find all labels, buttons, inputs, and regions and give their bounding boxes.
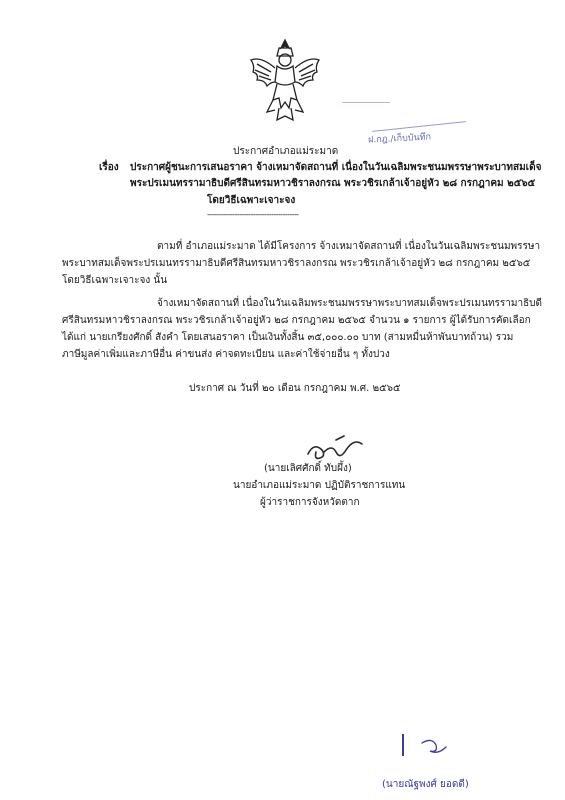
para1-line-2: พระบาทสมเด็จพระปรเมนทรรามาธิบดีศรีสินทรมหาวชิราลงกรณ พระวชิรเกล้าเจ้าอยู่หัว ๒๘ กรกฎาคม ๒๕๖๕ [62,258,531,269]
signatory-position-2: ผู้ว่าราชการจังหวัดตาก [260,497,360,508]
footer-signatory-name: (นายณัฐพงศ์ ยอดดี) [382,779,469,790]
subject-label: เรื่อง [99,162,119,173]
receipt-stamp: ฝ.กฎ./เก็บบันทึก [367,132,432,146]
para2-line-4: ภาษีมูลค่าเพิ่มและภาษีอื่น ค่าขนส่ง ค่าจดทะเบียน และค่าใช้จ่ายอื่น ๆ ทั้งปวง [62,349,390,360]
signatory-name: (นายเลิศศักดิ์ ทับผึ้ง) [264,463,352,474]
para1-line-1: ตามที่ อำเภอแม่ระมาด ได้มีโครงการ จ้างเหมาจัดสถานที่ เนื่องในวันเฉลิมพระชนมพรรษา [157,241,541,252]
para2-line-1: จ้างเหมาจัดสถานที่ เนื่องในวันเฉลิมพระชนมพรรษาพระบาทสมเด็จพระปรเมนทรรามาธิบดี [157,298,543,309]
stamp-mark [342,102,390,103]
garuda-emblem-icon [247,38,323,124]
footer-signature-mark [392,737,462,773]
subject-line-2: พระปรเมนทรรามาธิบดีศรีสินทรมหาวชิราลงกรณ พระวชิรเกล้าเจ้าอยู่หัว ๒๘ กรกฎาคม ๒๕๖๕ [130,178,536,189]
announce-date: ประกาศ ณ วันที่ ๒๐ เดือน กรกฎาคม พ.ศ. ๒๕๖๕ [189,383,401,394]
header-separator: ---------------------------------------- [207,210,299,219]
subject-line-1: ประกาศผู้ชนะการเสนอราคา จ้างเหมาจัดสถานที่ เนื่องในวันเฉลิมพระชนมพรรษาพระบาทสมเด็จ [130,162,542,173]
para2-line-3: ได้แก่ นายเกรียงศักดิ์ สังคำ โดยเสนอราคา เป็นเงินทั้งสิ้น ๓๕,๐๐๐.๐๐ บาท (สามหมื่นห้าพันบาทถ้วน) รวม [62,332,514,343]
signatory-position: นายอำเภอแม่ระมาด ปฏิบัติราชการแทน [233,480,406,491]
subject-line-3: โดยวิธีเฉพาะเจาะจง [207,195,296,206]
para1-line-3: โดยวิธีเฉพาะเจาะจง นั้น [62,275,168,286]
announcement-title: ประกาศอำเภอแม่ระมาด [233,146,339,157]
para2-line-2: ศรีสินทรมหาวชิราลงกรณ พระวชิรเกล้าเจ้าอยู่หัว ๒๘ กรกฎาคม ๒๕๖๕ จำนวน ๑ รายการ ผู้ได้รับการคัดเลือก [62,315,531,326]
